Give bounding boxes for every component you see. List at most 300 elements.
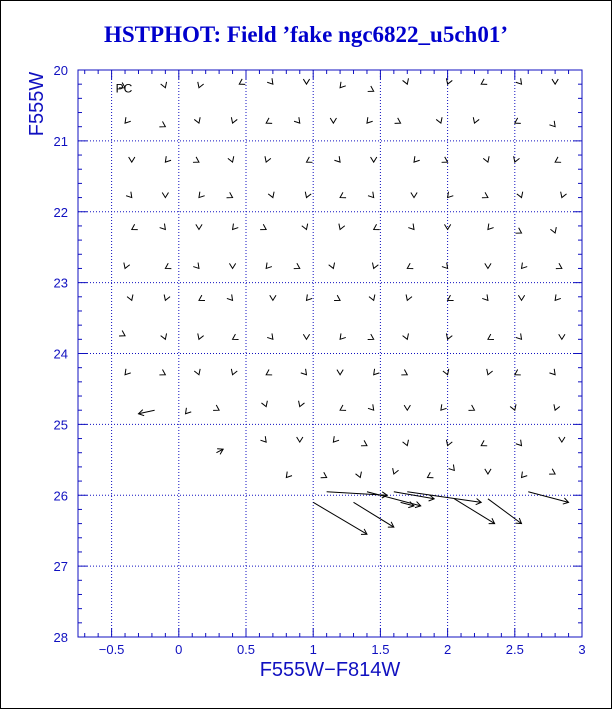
vector-arrow [372,263,378,269]
vector-head [446,440,452,446]
vector-head [485,469,491,474]
vector-arrow [127,294,133,300]
vector-head [303,79,309,84]
vector-head [411,192,417,197]
vector-arrow [516,78,522,84]
vector-arrow [165,156,171,162]
vector-head [337,370,343,375]
vector-head [227,192,233,197]
vector-head [305,192,311,198]
vector-head [449,465,455,471]
vector-arrow [559,437,565,442]
vector-arrow [196,224,202,229]
vector-head [488,334,494,339]
vector-arrow [406,294,412,300]
vector-arrow [333,436,339,442]
vector-head [159,369,165,374]
vector-head [165,263,171,268]
vector-arrow [395,118,401,123]
vector-head [443,369,449,375]
vector-arrow [482,192,488,197]
vector-arrow [199,295,205,300]
vector-head [481,440,487,445]
vector-head [442,157,448,162]
vector-head [368,404,374,410]
vector-head [261,401,267,407]
vector-head [482,294,488,300]
vector-head [395,118,401,123]
vector-head [129,157,135,162]
vector-arrow [299,401,305,407]
x-tick-label: 2 [443,642,452,657]
vector-arrow [401,369,407,374]
vector-head [297,437,303,442]
vector-shaft [354,502,394,527]
vector-head [321,472,327,477]
vector-arrow [303,79,309,84]
vector-head [229,263,235,268]
vector-head [403,78,409,84]
vector-arrow [407,263,413,268]
vector-arrow [403,440,409,446]
vector-head [485,263,491,268]
vector-arrow [198,333,204,339]
vector-arrow [268,192,274,198]
vector-head [294,263,300,268]
vector-arrow [306,294,312,300]
x-tick-label: −0.5 [98,642,125,657]
vector-head [356,472,362,478]
vector-head [260,224,266,229]
vector-arrow [549,121,555,127]
vector-head [213,405,219,410]
vector-arrow [516,228,522,233]
vector-head [414,156,420,162]
vector-arrow [427,472,433,477]
vector-arrow [442,263,448,269]
vector-arrow [442,157,448,162]
vector-arrow [454,499,494,524]
vector-head [515,369,521,374]
vector-arrow [266,118,272,123]
vector-arrow [330,118,336,123]
vector-head [267,333,273,339]
vector-head [334,156,340,162]
vector-head [340,192,346,197]
vector-head [468,405,474,410]
vector-head [334,295,340,300]
vector-head [408,224,414,230]
vector-arrow [549,469,555,474]
vector-head [301,369,307,375]
vector-arrow [555,157,561,162]
vector-arrow [561,192,567,198]
vector-head [393,468,399,474]
vector-head [522,472,528,478]
vector-arrow [266,263,272,269]
vector-head [436,117,442,123]
vector-arrow [368,86,374,91]
vector-arrow [374,224,380,229]
vector-head [127,294,133,300]
vector-head [554,404,560,410]
vector-arrow [193,157,199,162]
vector-head [441,404,447,410]
vector-head [401,369,407,374]
vector-head [549,121,555,127]
vector-arrow [302,224,308,230]
vector-head [266,263,272,269]
vector-arrow [193,263,199,269]
vector-head [340,82,346,88]
vector-arrow [162,192,168,197]
vector-arrow [516,440,522,446]
vector-arrow [124,263,130,269]
x-tick-label: 1.5 [371,642,390,657]
vector-arrow [270,295,276,300]
vector-head [294,117,300,123]
vector-arrow [340,192,346,197]
vector-head [374,224,380,229]
vector-arrow [159,121,165,126]
vector-arrows [119,78,569,534]
vector-head [559,334,565,339]
vector-arrow [356,472,362,478]
vector-head [483,156,489,162]
vector-arrow [559,334,565,339]
vector-head [265,156,271,162]
annotations [116,82,133,96]
vector-arrow [339,224,345,230]
y-tick-label: 27 [53,559,68,575]
vector-arrow [367,117,373,123]
vector-head [487,369,493,375]
vector-arrow [297,437,303,442]
vector-arrow [265,156,271,162]
vector-head [161,333,167,339]
vector-head [194,369,200,375]
vector-head [516,78,522,84]
y-tick-label: 22 [53,204,68,220]
vector-head [555,157,561,162]
vector-arrow [552,79,558,84]
vector-head [233,224,239,230]
vector-arrow [313,502,367,534]
vector-head [473,117,479,123]
vector-arrow [354,502,394,527]
x-axis-label: F555W−F814W [259,659,401,681]
vector-arrow [518,295,524,300]
vector-arrow [164,294,170,300]
vector-arrow [267,333,273,339]
vector-head [516,333,522,339]
vector-arrow [403,78,409,84]
vector-arrow [119,331,125,336]
y-axis-label: F555W [26,71,48,137]
vector-arrow [443,369,449,375]
vector-head [482,192,488,197]
vector-head [517,192,523,198]
vector-arrow [329,263,335,269]
vector-head [340,333,346,339]
vector-arrow [305,192,311,198]
vector-arrow [408,224,414,230]
vector-arrow [446,440,452,446]
vector-arrow [411,192,417,197]
vector-arrow [227,294,233,300]
vector-head [368,192,374,198]
vector-arrow [306,157,312,162]
vector-head [330,118,336,123]
vector-head [119,331,125,336]
y-tick-label: 25 [53,417,68,433]
vector-head [556,263,562,268]
vector-arrow [468,405,474,410]
vector-arrow [449,465,455,471]
vector-arrow [549,369,555,375]
vector-arrow [321,472,327,477]
vector-arrow [334,156,340,162]
vector-arrow [515,118,521,123]
vector-head [518,295,524,300]
vector-arrow [303,334,309,339]
vector-arrow [334,295,340,300]
vector-arrow [138,410,154,416]
y-tick-label: 24 [53,346,68,362]
vector-head [186,408,192,414]
vector-head [165,156,171,162]
grid-lines [78,70,582,637]
vector-arrow [337,370,343,375]
vector-head [367,117,373,123]
vector-head [549,369,555,375]
chart-title: HSTPHOT: Field ’fake ngc6822_u5ch01’ [104,22,508,47]
vector-head [302,224,308,230]
vector-arrow [294,117,300,123]
vector-arrow [368,192,374,198]
vector-head [404,405,410,410]
y-tick-label: 23 [53,275,68,291]
vector-arrow [231,117,237,123]
vector-head [374,369,380,375]
vector-head [403,440,409,446]
vector-arrow [231,369,237,375]
vector-head [371,157,377,162]
y-tick-label: 26 [53,488,68,504]
vector-head [162,192,168,197]
vector-arrow [473,117,479,123]
vector-head [198,333,204,339]
vector-shaft [454,499,494,524]
vector-arrow [260,224,266,229]
vector-head [403,333,409,339]
vector-arrow [485,469,491,474]
vector-head [515,118,521,123]
vector-head [306,157,312,162]
vector-arrow [199,192,205,198]
vector-head [442,263,448,269]
vector-head [427,472,433,477]
vector-arrow [216,449,223,455]
vector-arrow [340,333,346,339]
vector-head [361,440,367,445]
vector-arrow [125,369,131,375]
vector-arrow [369,294,375,300]
vector-head [306,294,312,300]
x-tick-label: 3 [578,642,586,657]
vector-arrow [485,263,491,268]
vector-head [333,436,339,442]
vector-head [124,263,130,269]
vector-arrow [448,192,454,198]
vector-arrow [340,405,346,410]
vector-head [266,369,272,374]
vector-arrow [301,369,307,375]
vector-head [303,334,309,339]
vector-head [522,263,528,269]
vector-head [488,224,494,230]
vector-head [406,294,412,300]
vector-arrow [132,224,138,229]
vector-head [372,263,378,269]
vector-arrow [436,117,442,123]
vector-arrow [404,405,410,410]
vector-arrow [522,472,528,478]
vector-arrow [129,157,135,162]
vector-head [329,263,335,269]
vector-head [516,228,522,233]
vector-arrow [194,117,200,123]
vector-head [260,436,266,442]
vector-arrow [368,334,374,339]
vector-arrow [213,405,219,410]
vector-head [233,334,239,339]
vector-arrow [481,79,487,84]
x-tick-label: 0.5 [236,642,256,657]
field-annotation: PC [115,81,133,96]
vector-head [448,192,454,198]
vector-arrow [228,156,234,162]
vector-arrow [186,408,192,414]
vector-arrow [368,404,374,410]
vector-head [552,79,558,84]
vector-arrow [227,192,233,197]
vector-head [239,79,245,84]
vector-arrow [371,157,377,162]
vector-head [339,224,345,230]
vector-arrow [126,192,132,198]
vector-head [160,224,166,230]
vector-arrow [393,468,399,474]
vector-shaft [407,492,481,503]
vector-arrow [233,224,239,230]
vector-head [161,82,167,88]
x-tick-label: 0 [175,642,183,657]
vector-arrow [550,227,556,233]
x-tick-label: 2.5 [505,642,524,657]
vector-head [481,79,487,84]
y-tick-label: 28 [53,630,68,645]
vector-head [231,117,237,123]
vector-arrow [555,294,561,300]
vector-arrow [267,78,273,84]
x-tick-label: 1 [309,642,317,657]
vector-head [193,157,199,162]
vector-arrow [229,263,235,268]
vector-head [132,224,138,229]
vector-head [125,117,131,123]
vector-arrow [340,82,346,88]
vector-head [448,295,454,300]
vector-arrow [516,333,522,339]
vector-head [266,118,272,123]
vector-arrow [260,436,266,442]
vector-arrow [198,82,204,88]
y-tick-label: 21 [53,133,68,149]
vector-arrow [194,369,200,375]
vector-arrow [261,401,267,407]
vector-arrow [517,192,523,198]
vector-head [196,224,202,229]
vector-head [198,82,204,88]
vector-arrow [528,492,568,504]
vector-arrow [159,369,165,374]
vector-head [199,295,205,300]
vector-head [340,405,346,410]
vector-head [369,294,375,300]
vector-arrow [554,404,560,410]
y-tick-label: 20 [53,63,68,78]
vector-head [199,192,205,198]
vector-arrow [441,404,447,410]
vector-head [267,78,273,84]
vector-arrow [233,334,239,339]
vector-arrow [556,263,562,268]
vector-head [227,294,233,300]
vector-head [231,369,237,375]
vector-arrow [125,117,131,123]
vector-head [368,86,374,91]
vector-head [516,440,522,446]
vector-arrow [515,369,521,374]
vector-arrow [488,334,494,339]
vector-arrow [481,440,487,445]
vector-head [510,404,516,410]
vector-head [368,334,374,339]
vector-head [268,192,274,198]
vector-arrow [487,369,493,375]
vector-arrow [374,369,380,375]
vector-head [228,156,234,162]
vector-head [270,295,276,300]
vector-arrow [294,263,300,268]
vector-arrow [510,404,516,410]
vector-arrow [483,156,489,162]
vector-shaft [313,502,367,534]
vector-head [159,121,165,126]
vector-head [164,294,170,300]
vector-head [561,192,567,198]
vector-head [193,263,199,269]
vector-head [549,469,555,474]
vector-arrow [361,440,367,445]
vector-arrow [266,369,272,374]
vector-head [550,227,556,233]
vector-arrow [414,156,420,162]
vector-arrow [161,82,167,88]
vector-arrow [165,263,171,268]
vector-shaft [528,492,568,503]
